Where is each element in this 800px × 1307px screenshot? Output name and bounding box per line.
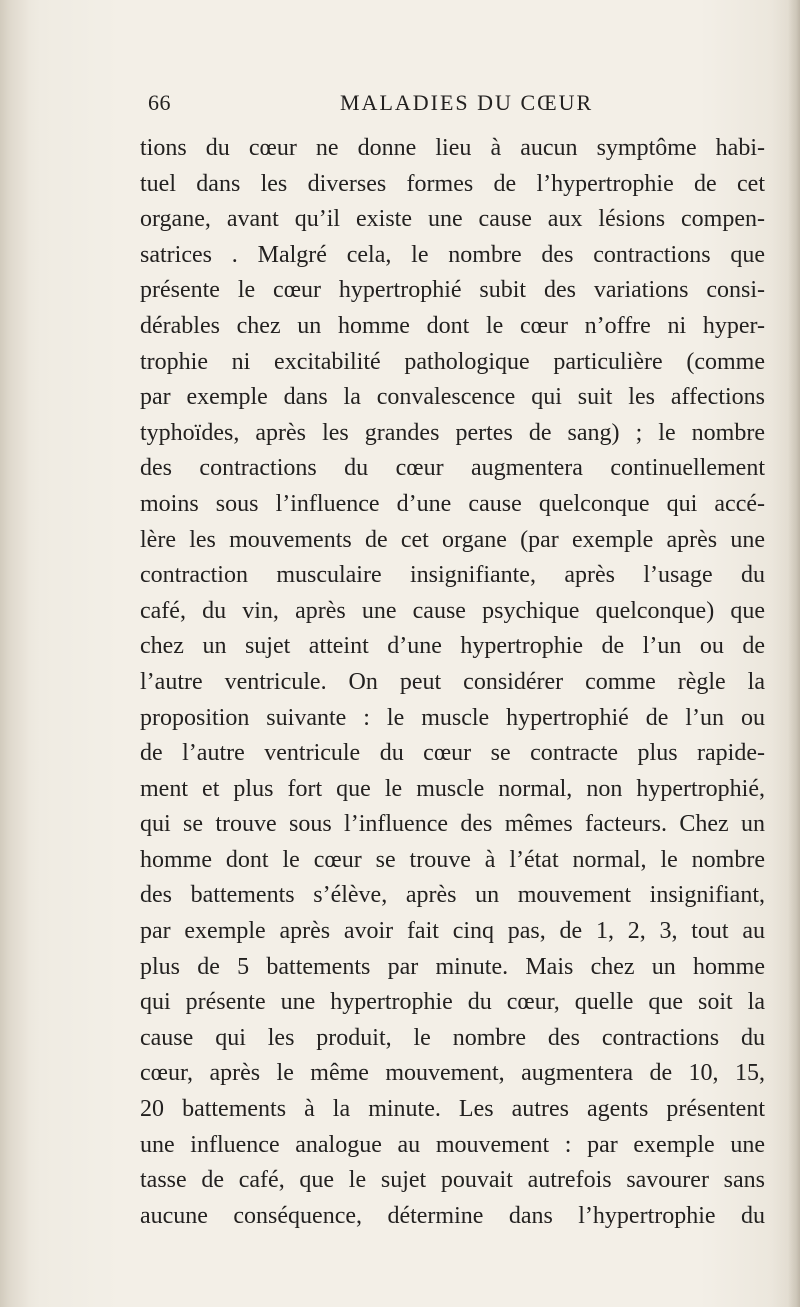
text-line: tions du cœur ne donne lieu à aucun symptôme habi-	[140, 135, 765, 161]
text-line: satrices . Malgré cela, le nombre des contractions que	[140, 241, 765, 268]
text-line: proposition suivante : le muscle hypertrophié de l’un ou	[140, 704, 765, 731]
text-line: cœur, après le même mouvement, augmentera de 10, 15,	[140, 1060, 765, 1087]
text-line: une influence analogue au mouvement : par exemple une	[140, 1131, 765, 1158]
page-right-edge	[788, 0, 800, 1307]
text-line: chez un sujet atteint d’une hypertrophie de l’un ou de	[140, 633, 765, 660]
text-line: qui se trouve sous l’influence des mêmes facteurs. Chez un	[140, 811, 765, 838]
text-line: tuel dans les diverses formes de l’hypertrophie de cet	[140, 170, 765, 197]
text-line: de l’autre ventricule du cœur se contracte plus rapide-	[140, 740, 765, 767]
text-line: aucune conséquence, détermine dans l’hypertrophie du	[140, 1202, 765, 1229]
text-line: moins sous l’influence d’une cause quelconque qui accé-	[140, 490, 765, 517]
text-line: par exemple dans la convalescence qui suit les affections	[140, 384, 765, 411]
text-line: l’autre ventricule. On peut considérer comme règle la	[140, 668, 765, 695]
text-line: tasse de café, que le sujet pouvait autrefois savourer sans	[140, 1167, 765, 1194]
text-line: typhoïdes, après les grandes pertes de sang) ; le nombre	[140, 419, 765, 446]
running-head	[0, 90, 800, 122]
text-line: présente le cœur hypertrophié subit des variations consi-	[140, 277, 765, 304]
text-line: des contractions du cœur augmentera continuellement	[140, 455, 765, 482]
text-line: trophie ni excitabilité pathologique particulière (comme	[140, 348, 765, 375]
page-number: 66	[148, 90, 171, 115]
text-line: ment et plus fort que le muscle normal, non hypertrophié,	[140, 775, 765, 802]
text-line: des battements s’élève, après un mouvement insignifiant,	[140, 882, 765, 909]
page-binding-edge	[0, 0, 28, 1307]
text-line: café, du vin, après une cause psychique quelconque) que	[140, 597, 765, 624]
text-line: plus de 5 battements par minute. Mais chez un homme	[140, 953, 765, 980]
body-text	[140, 131, 765, 1234]
text-line: lère les mouvements de cet organe (par exemple après une	[140, 526, 765, 553]
text-line: contraction musculaire insignifiante, après l’usage du	[140, 562, 765, 589]
text-line: 20 battements à la minute. Les autres agents présentent	[140, 1096, 765, 1123]
text-line: homme dont le cœur se trouve à l’état normal, le nombre	[140, 846, 765, 873]
text-line: par exemple après avoir fait cinq pas, de 1, 2, 3, tout au	[140, 918, 765, 945]
running-title: MALADIES DU CŒUR	[340, 90, 594, 115]
text-line: qui présente une hypertrophie du cœur, quelle que soit la	[140, 989, 765, 1016]
text-line: organe, avant qu’il existe une cause aux lésions compen-	[140, 206, 765, 233]
text-line: cause qui les produit, le nombre des contractions du	[140, 1024, 765, 1051]
text-line: dérables chez un homme dont le cœur n’offre ni hyper-	[140, 312, 765, 339]
